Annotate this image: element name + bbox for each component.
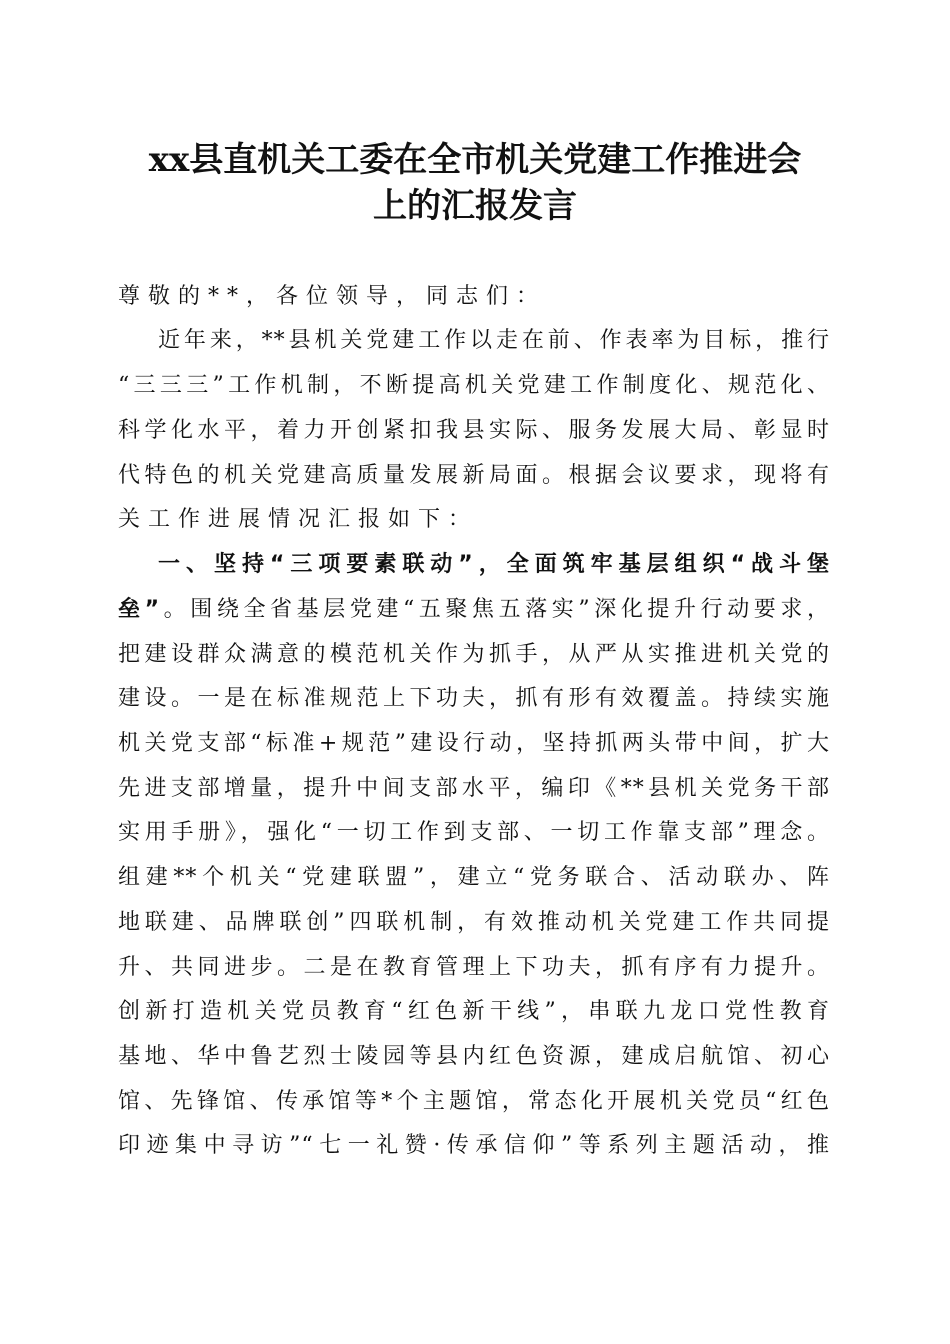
section-body-line: 组建**个机关“党建联盟”，建立“党务联合、活动联办、阵 (118, 865, 830, 890)
section-body-line: 印迹集中寻访”“七一礼赞·传承信仰”等系列主题活动，推 (118, 1133, 830, 1158)
section-heading: 一、坚持“三项要素联动”，全面筑牢基层组织“战斗堡 (158, 552, 830, 577)
section-body-line: 升、共同进步。二是在教育管理上下功夫，抓有序有力提升。 (118, 955, 830, 980)
intro-line: 代特色的机关党建高质量发展新局面。根据会议要求，现将有 (118, 463, 830, 488)
salutation: 尊敬的**，各位领导，同志们： (118, 284, 547, 309)
intro-line: 近年来，**县机关党建工作以走在前、作表率为目标，推行 (158, 328, 830, 353)
section-body-text: 。围绕全省基层党建“五聚焦五落实”深化提升行动要求， (160, 597, 830, 622)
intro-line: 关工作进展情况汇报如下： (118, 507, 479, 532)
section-body-line: 基地、华中鲁艺烈士陵园等县内红色资源，建成启航馆、初心 (118, 1044, 830, 1069)
section-heading-end: 垒” (118, 597, 161, 622)
section-body-line: 机关党支部“标准+规范”建设行动，坚持抓两头带中间，扩大 (118, 731, 830, 756)
section-body-line: 建设。一是在标准规范上下功夫，抓有形有效覆盖。持续实施 (118, 686, 830, 711)
section-body-line: 实用手册》，强化“一切工作到支部、一切工作靠支部”理念。 (118, 820, 830, 845)
section-body-line: 把建设群众满意的模范机关作为抓手，从严从实推进机关党的 (118, 642, 830, 667)
document-title-line-1: xx县直机关工委在全市机关党建工作推进会 (148, 140, 802, 180)
section-body-line (118, 594, 830, 626)
section-body-line: 先进支部增量，提升中间支部水平，编印《**县机关党务干部 (118, 776, 830, 801)
intro-line: 科学化水平，着力开创紧扣我县实际、服务发展大局、彰显时 (118, 418, 830, 443)
section-body-line: 地联建、品牌联创”四联机制，有效推动机关党建工作共同提 (118, 910, 830, 935)
section-body-line: 创新打造机关党员教育“红色新干线”，串联九龙口党性教育 (118, 999, 830, 1024)
section-body-line: 馆、先锋馆、传承馆等*个主题馆，常态化开展机关党员“红色 (118, 1089, 830, 1114)
document-title-line-2: 上的汇报发言 (373, 186, 577, 226)
intro-line: “三三三”工作机制，不断提高机关党建工作制度化、规范化、 (118, 373, 830, 398)
